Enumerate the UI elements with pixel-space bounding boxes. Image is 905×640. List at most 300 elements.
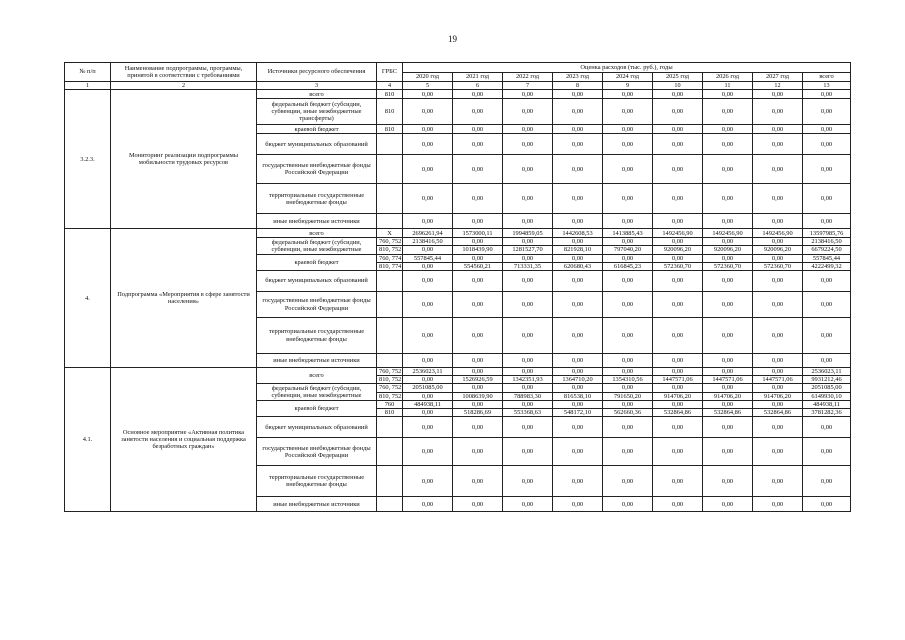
amount-cell: 532864,86 — [653, 409, 703, 417]
amount-cell: 914706,20 — [753, 392, 803, 400]
header-source: Источники ресурсного обеспечения — [257, 63, 377, 82]
amount-cell: 0,00 — [603, 400, 653, 408]
amount-cell: 1008639,90 — [453, 392, 503, 400]
amount-cell: 1364710,20 — [553, 376, 603, 384]
amount-cell: 0,00 — [453, 292, 503, 318]
amount-cell: 920096,20 — [703, 246, 753, 254]
amount-cell: 0,00 — [553, 417, 603, 438]
amount-cell: 0,00 — [553, 466, 603, 497]
grbs-code: 760, 752 — [377, 238, 403, 246]
amount-cell: 0,00 — [753, 466, 803, 497]
grbs-code: 810, 752 — [377, 376, 403, 384]
funding-source: бюджет муниципальных образований — [257, 417, 377, 438]
header-year: всего — [803, 73, 851, 82]
amount-cell: 0,00 — [703, 466, 753, 497]
budget-table — [64, 62, 851, 512]
amount-cell: 0,00 — [703, 125, 753, 134]
amount-cell: 0,00 — [803, 125, 851, 134]
amount-cell: 0,00 — [653, 125, 703, 134]
amount-cell: 0,00 — [703, 134, 753, 155]
grbs-code — [377, 134, 403, 155]
table-row — [65, 368, 851, 376]
amount-cell: 0,00 — [753, 90, 803, 99]
amount-cell: 1492456,90 — [703, 229, 753, 238]
amount-cell: 0,00 — [503, 90, 553, 99]
item-name: Подпрограмма «Мероприятия в сфере занятости населения» — [111, 229, 257, 368]
amount-cell: 0,00 — [553, 238, 603, 246]
amount-cell: 0,00 — [553, 99, 603, 125]
funding-source: иные внебюджетные источники — [257, 497, 377, 512]
amount-cell: 1413885,43 — [603, 229, 653, 238]
amount-cell: 821928,10 — [553, 246, 603, 254]
amount-cell: 0,00 — [603, 99, 653, 125]
header-col-number: 1 — [65, 82, 111, 90]
amount-cell: 0,00 — [503, 466, 553, 497]
amount-cell: 1442608,53 — [553, 229, 603, 238]
header-year: 2025 год — [653, 73, 703, 82]
amount-cell: 0,00 — [503, 497, 553, 512]
grbs-code — [377, 417, 403, 438]
amount-cell: 0,00 — [553, 184, 603, 214]
amount-cell: 0,00 — [653, 134, 703, 155]
funding-source: иные внебюджетные источники — [257, 214, 377, 229]
item-number: 3.2.3. — [65, 90, 111, 229]
amount-cell: 0,00 — [653, 238, 703, 246]
amount-cell: 0,00 — [803, 271, 851, 292]
header-year: 2022 год — [503, 73, 553, 82]
amount-cell: 0,00 — [403, 466, 453, 497]
amount-cell: 0,00 — [453, 318, 503, 354]
amount-cell: 0,00 — [553, 318, 603, 354]
amount-cell: 0,00 — [553, 254, 603, 262]
amount-cell: 0,00 — [803, 318, 851, 354]
amount-cell: 0,00 — [803, 155, 851, 184]
amount-cell: 0,00 — [553, 155, 603, 184]
amount-cell: 572360,70 — [653, 262, 703, 270]
funding-source: территориальные государственные внебюджетные фонды — [257, 318, 377, 354]
header-year: 2024 год — [603, 73, 653, 82]
amount-cell: 0,00 — [753, 214, 803, 229]
amount-cell: 0,00 — [653, 384, 703, 392]
header-year: 2021 год — [453, 73, 503, 82]
amount-cell: 0,00 — [503, 368, 553, 376]
grbs-code — [377, 184, 403, 214]
amount-cell: 0,00 — [403, 134, 453, 155]
header-year: 2027 год — [753, 73, 803, 82]
grbs-code: 810 — [377, 125, 403, 134]
amount-cell: 0,00 — [453, 155, 503, 184]
amount-cell: 0,00 — [503, 254, 553, 262]
amount-cell: 0,00 — [603, 238, 653, 246]
amount-cell: 914706,20 — [703, 392, 753, 400]
amount-cell: 3781282,36 — [803, 409, 851, 417]
amount-cell: 0,00 — [453, 466, 503, 497]
grbs-code: X — [377, 229, 403, 238]
amount-cell: 0,00 — [453, 238, 503, 246]
funding-source: федеральный бюджет (субсидии, субвенции, иные межбюджетные трансферты) — [257, 99, 377, 125]
funding-source: территориальные государственные внебюджетные фонды — [257, 466, 377, 497]
table-row — [65, 229, 851, 238]
amount-cell: 0,00 — [453, 368, 503, 376]
amount-cell: 0,00 — [703, 368, 753, 376]
item-name: Мониторинг реализации подпрограммы мобильности трудовых ресурсов — [111, 90, 257, 229]
amount-cell: 0,00 — [703, 214, 753, 229]
amount-cell: 0,00 — [603, 384, 653, 392]
funding-source: государственные внебюджетные фонды Российской Федерации — [257, 292, 377, 318]
amount-cell: 572360,70 — [703, 262, 753, 270]
amount-cell: 0,00 — [603, 125, 653, 134]
amount-cell: 0,00 — [403, 354, 453, 368]
amount-cell: 0,00 — [453, 354, 503, 368]
amount-cell: 0,00 — [453, 125, 503, 134]
amount-cell: 0,00 — [653, 184, 703, 214]
grbs-code: 810, 774 — [377, 262, 403, 270]
amount-cell: 0,00 — [553, 292, 603, 318]
amount-cell: 0,00 — [803, 417, 851, 438]
amount-cell: 0,00 — [553, 438, 603, 466]
amount-cell: 920096,20 — [653, 246, 703, 254]
amount-cell: 1447571,06 — [753, 376, 803, 384]
header-col-number: 6 — [453, 82, 503, 90]
header-estimate: Оценка расходов (тыс. руб.), годы — [403, 63, 851, 73]
amount-cell: 0,00 — [603, 134, 653, 155]
page-number: 19 — [448, 34, 457, 44]
amount-cell: 0,00 — [603, 318, 653, 354]
grbs-code — [377, 214, 403, 229]
amount-cell: 0,00 — [553, 214, 603, 229]
amount-cell: 0,00 — [453, 90, 503, 99]
amount-cell: 0,00 — [453, 497, 503, 512]
amount-cell: 0,00 — [453, 214, 503, 229]
amount-cell: 1573000,11 — [453, 229, 503, 238]
amount-cell: 0,00 — [553, 134, 603, 155]
amount-cell: 0,00 — [703, 384, 753, 392]
amount-cell: 0,00 — [603, 214, 653, 229]
grbs-code — [377, 318, 403, 354]
amount-cell: 0,00 — [403, 214, 453, 229]
amount-cell: 0,00 — [753, 438, 803, 466]
grbs-code: 810 — [377, 409, 403, 417]
amount-cell: 791650,20 — [603, 392, 653, 400]
amount-cell: 0,00 — [653, 438, 703, 466]
amount-cell: 484938,11 — [403, 400, 453, 408]
amount-cell: 0,00 — [653, 254, 703, 262]
amount-cell: 0,00 — [403, 271, 453, 292]
amount-cell: 2051085,00 — [803, 384, 851, 392]
funding-source: территориальные государственные внебюджетные фонды — [257, 184, 377, 214]
amount-cell: 1492456,90 — [753, 229, 803, 238]
amount-cell: 0,00 — [503, 214, 553, 229]
amount-cell: 1018439,90 — [453, 246, 503, 254]
amount-cell: 0,00 — [753, 318, 803, 354]
amount-cell: 920096,20 — [753, 246, 803, 254]
amount-cell: 0,00 — [653, 271, 703, 292]
amount-cell: 0,00 — [803, 466, 851, 497]
amount-cell: 0,00 — [403, 318, 453, 354]
amount-cell: 6149930,10 — [803, 392, 851, 400]
funding-source: краевой бюджет — [257, 254, 377, 270]
amount-cell: 1281527,70 — [503, 246, 553, 254]
amount-cell: 1492456,90 — [653, 229, 703, 238]
amount-cell: 518286,69 — [453, 409, 503, 417]
header-year: 2023 год — [553, 73, 603, 82]
funding-source: всего — [257, 368, 377, 384]
funding-source: краевой бюджет — [257, 400, 377, 416]
amount-cell: 0,00 — [603, 417, 653, 438]
amount-cell: 0,00 — [403, 262, 453, 270]
grbs-code: 810, 752 — [377, 246, 403, 254]
amount-cell: 0,00 — [453, 384, 503, 392]
funding-source: федеральный бюджет (субсидии, субвенции, иные межбюджетные — [257, 238, 377, 254]
amount-cell: 2138416,50 — [403, 238, 453, 246]
amount-cell: 0,00 — [453, 184, 503, 214]
grbs-code — [377, 354, 403, 368]
amount-cell: 0,00 — [553, 125, 603, 134]
amount-cell: 0,00 — [753, 400, 803, 408]
funding-source: иные внебюджетные источники — [257, 354, 377, 368]
amount-cell: 0,00 — [753, 134, 803, 155]
amount-cell: 0,00 — [753, 184, 803, 214]
amount-cell: 0,00 — [803, 497, 851, 512]
amount-cell: 0,00 — [653, 318, 703, 354]
header-col-number: 11 — [703, 82, 753, 90]
item-number: 4. — [65, 229, 111, 368]
funding-source: краевой бюджет — [257, 125, 377, 134]
grbs-code — [377, 438, 403, 466]
header-name: Наименование подпрограммы, программы, принятой в соответствии с требованиями — [111, 63, 257, 82]
amount-cell: 0,00 — [803, 438, 851, 466]
amount-cell: 0,00 — [553, 368, 603, 376]
amount-cell: 0,00 — [553, 354, 603, 368]
amount-cell: 0,00 — [803, 134, 851, 155]
amount-cell: 548172,10 — [553, 409, 603, 417]
amount-cell: 0,00 — [753, 155, 803, 184]
amount-cell: 557845,44 — [403, 254, 453, 262]
amount-cell: 0,00 — [653, 354, 703, 368]
amount-cell: 0,00 — [703, 90, 753, 99]
amount-cell: 0,00 — [703, 354, 753, 368]
amount-cell: 1342351,93 — [503, 376, 553, 384]
amount-cell: 0,00 — [503, 155, 553, 184]
amount-cell: 557845,44 — [803, 254, 851, 262]
amount-cell: 0,00 — [803, 354, 851, 368]
header-col-number: 12 — [753, 82, 803, 90]
grbs-code: 760, 752 — [377, 384, 403, 392]
amount-cell: 2536023,11 — [403, 368, 453, 376]
amount-cell: 0,00 — [703, 184, 753, 214]
amount-cell: 713331,35 — [503, 262, 553, 270]
amount-cell: 0,00 — [653, 292, 703, 318]
amount-cell: 0,00 — [703, 318, 753, 354]
amount-cell: 0,00 — [553, 90, 603, 99]
amount-cell: 0,00 — [703, 271, 753, 292]
amount-cell: 0,00 — [453, 254, 503, 262]
funding-source: бюджет муниципальных образований — [257, 271, 377, 292]
amount-cell: 620680,43 — [553, 262, 603, 270]
grbs-code: 810, 752 — [377, 392, 403, 400]
amount-cell: 0,00 — [553, 400, 603, 408]
amount-cell: 0,00 — [553, 271, 603, 292]
header-grbs: ГРБС — [377, 63, 403, 82]
amount-cell: 0,00 — [753, 354, 803, 368]
amount-cell: 616845,23 — [603, 262, 653, 270]
grbs-code: 810 — [377, 99, 403, 125]
header-col-number: 2 — [111, 82, 257, 90]
amount-cell: 0,00 — [603, 90, 653, 99]
funding-source: федеральный бюджет (субсидии, субвенции, иные межбюджетные — [257, 384, 377, 400]
amount-cell: 0,00 — [503, 292, 553, 318]
amount-cell: 0,00 — [403, 184, 453, 214]
amount-cell: 0,00 — [703, 417, 753, 438]
amount-cell: 0,00 — [503, 400, 553, 408]
amount-cell: 0,00 — [653, 90, 703, 99]
funding-source: всего — [257, 229, 377, 238]
amount-cell: 0,00 — [803, 90, 851, 99]
table-row — [65, 90, 851, 99]
amount-cell: 816538,10 — [553, 392, 603, 400]
amount-cell: 0,00 — [503, 99, 553, 125]
amount-cell: 0,00 — [553, 497, 603, 512]
grbs-code: 760 — [377, 400, 403, 408]
amount-cell: 2138416,50 — [803, 238, 851, 246]
amount-cell: 6679224,50 — [803, 246, 851, 254]
amount-cell: 0,00 — [753, 99, 803, 125]
amount-cell: 0,00 — [703, 497, 753, 512]
amount-cell: 0,00 — [753, 417, 803, 438]
amount-cell: 0,00 — [603, 254, 653, 262]
amount-cell: 0,00 — [703, 99, 753, 125]
funding-source: государственные внебюджетные фонды Российской Федерации — [257, 438, 377, 466]
grbs-code: 760, 752 — [377, 368, 403, 376]
amount-cell: 0,00 — [653, 466, 703, 497]
amount-cell: 0,00 — [453, 417, 503, 438]
amount-cell: 0,00 — [403, 409, 453, 417]
grbs-code — [377, 466, 403, 497]
grbs-code — [377, 497, 403, 512]
amount-cell: 0,00 — [653, 214, 703, 229]
amount-cell: 0,00 — [503, 134, 553, 155]
amount-cell: 0,00 — [753, 368, 803, 376]
amount-cell: 0,00 — [403, 417, 453, 438]
amount-cell: 0,00 — [403, 392, 453, 400]
amount-cell: 0,00 — [553, 384, 603, 392]
amount-cell: 0,00 — [603, 438, 653, 466]
amount-cell: 914706,20 — [653, 392, 703, 400]
amount-cell: 0,00 — [403, 497, 453, 512]
amount-cell: 0,00 — [453, 400, 503, 408]
amount-cell: 562660,36 — [603, 409, 653, 417]
amount-cell: 788983,30 — [503, 392, 553, 400]
amount-cell: 0,00 — [703, 400, 753, 408]
header-year: 2020 год — [403, 73, 453, 82]
funding-source: бюджет муниципальных образований — [257, 134, 377, 155]
amount-cell: 0,00 — [403, 376, 453, 384]
funding-source: государственные внебюджетные фонды Российской Федерации — [257, 155, 377, 184]
amount-cell: 0,00 — [403, 155, 453, 184]
amount-cell: 0,00 — [803, 292, 851, 318]
amount-cell: 0,00 — [503, 238, 553, 246]
amount-cell: 484938,11 — [803, 400, 851, 408]
amount-cell: 0,00 — [503, 417, 553, 438]
amount-cell: 13597985,76 — [803, 229, 851, 238]
amount-cell: 0,00 — [403, 438, 453, 466]
amount-cell: 0,00 — [603, 368, 653, 376]
amount-cell: 0,00 — [653, 400, 703, 408]
amount-cell: 0,00 — [503, 318, 553, 354]
amount-cell: 0,00 — [803, 184, 851, 214]
amount-cell: 0,00 — [453, 134, 503, 155]
amount-cell: 0,00 — [653, 417, 703, 438]
header-col-number: 13 — [803, 82, 851, 90]
amount-cell: 0,00 — [753, 238, 803, 246]
amount-cell: 0,00 — [703, 292, 753, 318]
amount-cell: 0,00 — [453, 438, 503, 466]
amount-cell: 0,00 — [603, 354, 653, 368]
amount-cell: 0,00 — [603, 271, 653, 292]
amount-cell: 0,00 — [703, 254, 753, 262]
amount-cell: 0,00 — [453, 271, 503, 292]
header-col-number: 5 — [403, 82, 453, 90]
amount-cell: 797040,20 — [603, 246, 653, 254]
amount-cell: 0,00 — [753, 254, 803, 262]
grbs-code: 760, 774 — [377, 254, 403, 262]
amount-cell: 0,00 — [503, 125, 553, 134]
amount-cell: 4222499,32 — [803, 262, 851, 270]
grbs-code — [377, 292, 403, 318]
amount-cell: 0,00 — [603, 292, 653, 318]
amount-cell: 0,00 — [703, 155, 753, 184]
amount-cell: 1447571,06 — [703, 376, 753, 384]
amount-cell: 0,00 — [703, 438, 753, 466]
amount-cell: 0,00 — [753, 292, 803, 318]
amount-cell: 0,00 — [653, 155, 703, 184]
header-num: № п/п — [65, 63, 111, 82]
amount-cell: 2696261,94 — [403, 229, 453, 238]
amount-cell: 572360,70 — [753, 262, 803, 270]
amount-cell: 0,00 — [653, 368, 703, 376]
amount-cell: 532864,86 — [753, 409, 803, 417]
header-col-number: 4 — [377, 82, 403, 90]
amount-cell: 0,00 — [453, 99, 503, 125]
header-col-number: 9 — [603, 82, 653, 90]
amount-cell: 1354310,56 — [603, 376, 653, 384]
amount-cell: 0,00 — [503, 438, 553, 466]
amount-cell: 0,00 — [653, 497, 703, 512]
amount-cell: 0,00 — [503, 354, 553, 368]
amount-cell: 0,00 — [603, 155, 653, 184]
amount-cell: 0,00 — [753, 384, 803, 392]
amount-cell: 2051085,00 — [403, 384, 453, 392]
amount-cell: 2536023,11 — [803, 368, 851, 376]
amount-cell: 0,00 — [603, 466, 653, 497]
grbs-code — [377, 271, 403, 292]
amount-cell: 0,00 — [753, 271, 803, 292]
amount-cell: 0,00 — [403, 99, 453, 125]
amount-cell: 0,00 — [703, 238, 753, 246]
header-col-number: 7 — [503, 82, 553, 90]
header-col-number: 10 — [653, 82, 703, 90]
amount-cell: 0,00 — [403, 125, 453, 134]
amount-cell: 1526926,59 — [453, 376, 503, 384]
header-col-number: 8 — [553, 82, 603, 90]
amount-cell: 0,00 — [403, 292, 453, 318]
item-name: Основное мероприятие «Активная политика занятости населения и социальная поддержка безработных граждан» — [111, 368, 257, 512]
amount-cell: 1994859,05 — [503, 229, 553, 238]
amount-cell: 0,00 — [503, 184, 553, 214]
grbs-code: 810 — [377, 90, 403, 99]
amount-cell: 9931212,46 — [803, 376, 851, 384]
funding-source: всего — [257, 90, 377, 99]
